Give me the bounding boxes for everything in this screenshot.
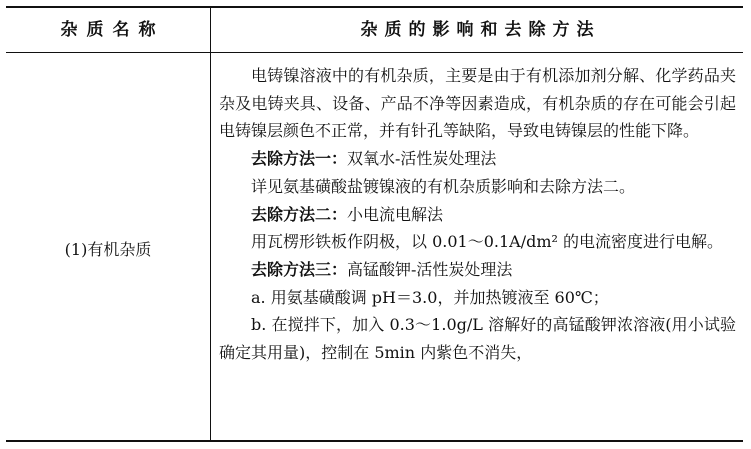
- table-header: [6, 8, 743, 53]
- intro-paragraph: 电铸镍溶液中的有机杂质，主要是由于有机添加剂分解、化学药品夹杂及电铸夹具、设备、产品不净等因素造成，有机杂质的存在可能会引起电铸镍层颜色不正常，并有针孔等缺陷，导致电铸镍层的性能下降。: [219, 66, 736, 141]
- impurity-name-cell: (1)有机杂质: [64, 240, 152, 259]
- method3-heading: [219, 256, 736, 284]
- method1-label: 去除方法一：: [251, 149, 348, 169]
- method3-label: 去除方法三：: [251, 259, 348, 279]
- method1-title: 双氧水-活性炭处理法: [347, 149, 497, 169]
- method3-title: 高锰酸钾-活性炭处理法: [347, 259, 513, 279]
- impact-removal-cell: [219, 62, 736, 367]
- method1-heading: [219, 145, 736, 173]
- method2-detail: 用瓦楞形铁板作阴极，以 0.01～0.1A/dm² 的电流密度进行电解。: [251, 232, 724, 252]
- method3-step-a: a. 用氨基磺酸调 pH＝3.0，并加热镀液至 60℃；: [251, 287, 609, 307]
- column-divider: [210, 8, 211, 440]
- method3-step-b: b. 在搅拌下，加入 0.3～1.0g/L 溶解好的高锰酸钾浓溶液(用小试验确定其用量)，控制在 5min 内紫色不消失，: [219, 315, 736, 363]
- method2-heading: [219, 201, 736, 229]
- header-impurity-name: 杂质名称: [60, 20, 165, 40]
- method1-detail: 详见氨基磺酸盐镀镍液的有机杂质影响和去除方法二。: [251, 176, 636, 196]
- impurity-table: [6, 6, 743, 442]
- header-impact-and-removal: 杂质的影响和去除方法: [360, 20, 601, 40]
- method2-label: 去除方法二：: [251, 204, 348, 224]
- method2-title: 小电流电解法: [347, 204, 444, 224]
